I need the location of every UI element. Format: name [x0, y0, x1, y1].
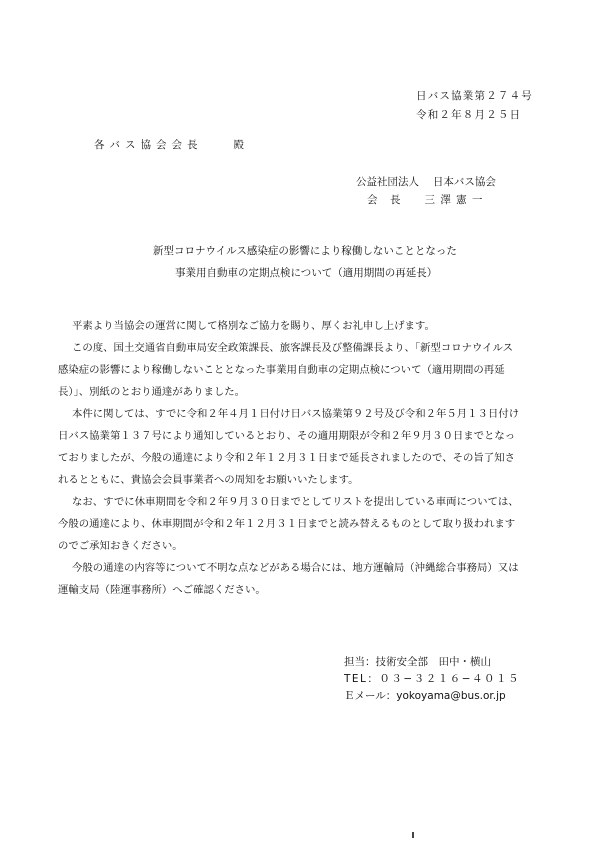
sender-organization: 公益社団法人 日本バス協会 [356, 176, 496, 188]
subject-line-1: 新型コロナウイルス感染症の影響により稼働しないこととなった [153, 245, 457, 257]
paragraph-4 [58, 491, 528, 557]
paragraph-1 [58, 315, 528, 337]
contact-person: 担当：技術安全部 田中・横山 [344, 656, 491, 668]
scan-mark [412, 832, 414, 838]
document-number: 日バス協業第２７４号 [416, 90, 533, 102]
paragraph-4-line: のでご承知おきください。 [58, 540, 183, 552]
paragraph-2 [58, 337, 528, 403]
letter-body [58, 315, 528, 601]
sender-title-name: 会 長 三 澤 憲 一 [367, 194, 484, 206]
paragraph-5-line: 今般の通達の内容等について不明な点などがある場合には、地方運輸局（沖縄総合事務局）又は [72, 562, 519, 574]
paragraph-3-line: 本件に関しては、すでに令和２年４月１日付け日バス協業第９２号及び令和２年５月１３日付け [72, 408, 520, 420]
paragraph-3-line: れるとともに、貴協会会員事業者への周知をお願いいたします。 [58, 474, 359, 486]
paragraph-2-line: この度、国土交通省自動車局安全政策課長、旅客課長及び整備課長より、「新型コロナウイルス [72, 342, 513, 354]
addressee: 各バス協会会長 殿 [94, 139, 249, 151]
paragraph-3 [58, 403, 528, 491]
paragraph-2-line: 長）」、別紙のとおり通達がありました。 [58, 386, 246, 398]
paragraph-3-line: ておりましたが、今般の通達により令和２年１２月３１日まで延長されましたので、その旨了知さ [58, 452, 515, 464]
paragraph-1-line: 平素より当協会の運営に関して格別なご協力を賜り、厚くお礼申し上げます。 [72, 320, 435, 332]
paragraph-4-line: なお、すでに休車期間を令和２年９月３０日までとしてリストを提出している車両については、 [72, 496, 519, 508]
subject-line-2: 事業用自動車の定期点検について（適用期間の再延長） [175, 267, 438, 279]
paragraph-4-line: 今般の通達により、休車期間が令和２年１２月３１日までと読み替えるものとして取り扱われます [58, 518, 516, 530]
contact-tel: TEL：０３−３２１６−４０１５ [344, 673, 520, 685]
contact-email: Ｅメール：yokoyama@bus.or.jp [344, 690, 506, 702]
paragraph-2-line: 感染症の影響により稼働しないこととなった事業用自動車の定期点検について（適用期間の再延 [58, 364, 505, 376]
paragraph-3-line: 日バス協業第１３７号により通知しているとおり、その適用期限が令和２年９月３０日までとなっ [58, 430, 516, 442]
paragraph-5 [58, 557, 528, 601]
document-date: 令和２年８月２５日 [416, 109, 522, 121]
paragraph-5-line: 運輸支局（陸運事務所）へご確認ください。 [58, 584, 266, 596]
